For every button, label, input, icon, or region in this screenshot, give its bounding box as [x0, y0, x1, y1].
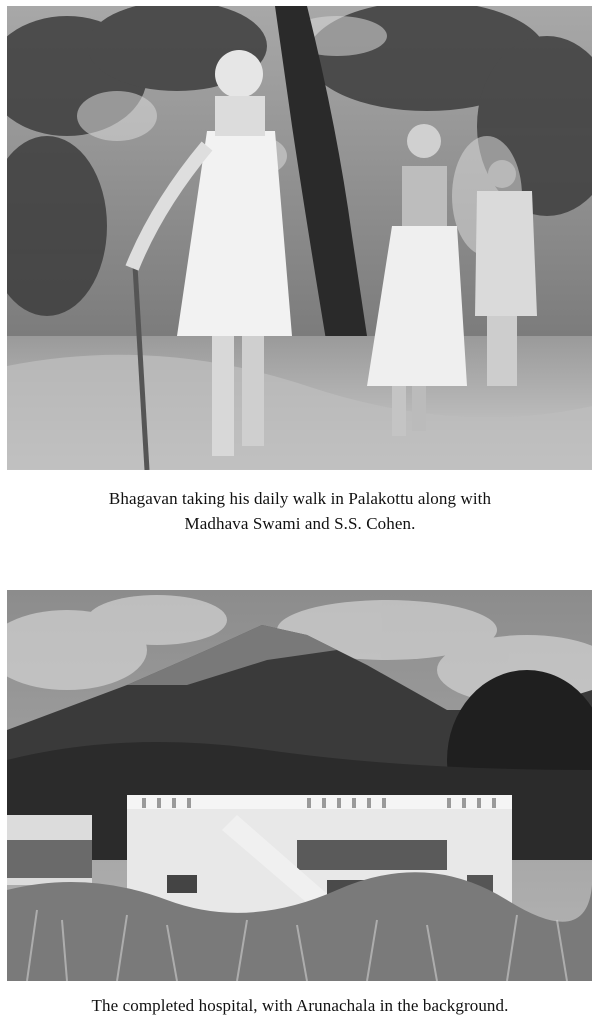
photo-hospital-arunachala	[7, 590, 592, 981]
photo-caption-hospital	[0, 993, 600, 1018]
photo-palakottu-walk	[7, 6, 592, 470]
caption-line: Bhagavan taking his daily walk in Palakottu along with	[108, 489, 492, 508]
caption-line: Madhava Swami and S.S. Cohen.	[184, 514, 416, 533]
photo-caption-walk	[0, 486, 600, 536]
caption-line: The completed hospital, with Arunachala in the background.	[91, 996, 509, 1015]
